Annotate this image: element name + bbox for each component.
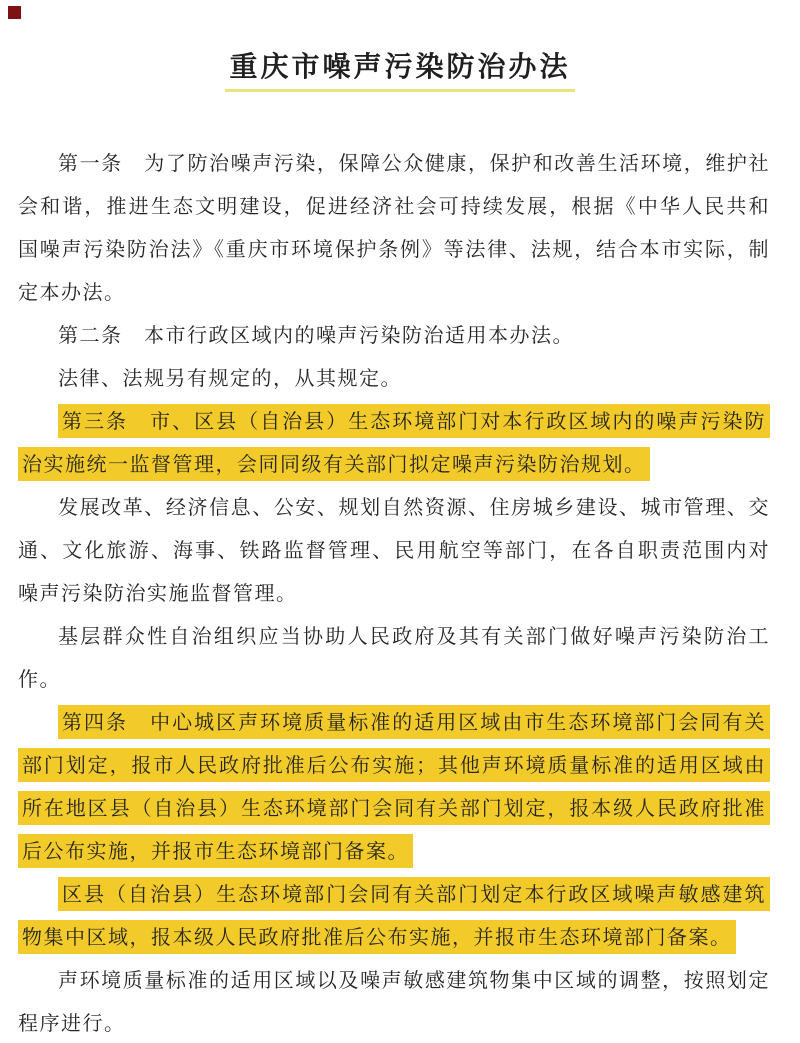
paragraph-article-2-text: 第二条 本市行政区域内的噪声污染防治适用本办法。 — [58, 323, 574, 347]
paragraph-article-2-supplement — [18, 357, 770, 400]
paragraph-departments — [18, 486, 770, 615]
document-body — [18, 142, 770, 1043]
paragraph-article-2-supplement-text: 法律、法规另有规定的，从其规定。 — [58, 366, 402, 390]
paragraph-article-1 — [18, 142, 770, 314]
paragraph-district-county-highlighted — [18, 873, 770, 959]
paragraph-article-3-highlighted — [18, 400, 770, 486]
paragraph-article-3-highlight: 第三条 市、区县（自治县）生态环境部门对本行政区域内的噪声污染防治实施统一监督管理，会同同级有关部门拟定噪声污染防治规划。 — [18, 404, 770, 481]
paragraph-grassroots-text: 基层群众性自治组织应当协助人民政府及其有关部门做好噪声污染防治工作。 — [18, 624, 770, 691]
paragraph-adjustment — [18, 959, 770, 1043]
red-square-marker — [8, 6, 21, 19]
paragraph-article-4-highlight: 第四条 中心城区声环境质量标准的适用区域由市生态环境部门会同有关部门划定，报市人民政府批准后公布实施；其他声环境质量标准的适用区域由所在地区县（自治县）生态环境部门会同有关部门划定，报本级人民政府批准后公布实施，并报市生态环境部门备案。 — [18, 705, 770, 868]
paragraph-article-2 — [18, 314, 770, 357]
paragraph-article-4-highlighted — [18, 701, 770, 873]
paragraph-grassroots — [18, 615, 770, 701]
paragraph-district-county-highlight: 区县（自治县）生态环境部门会同有关部门划定本行政区域噪声敏感建筑物集中区域，报本级人民政府批准后公布实施，并报市生态环境部门备案。 — [18, 877, 770, 954]
paragraph-adjustment-text: 声环境质量标准的适用区域以及噪声敏感建筑物集中区域的调整，按照划定程序进行。 — [18, 968, 770, 1035]
paragraph-departments-text: 发展改革、经济信息、公安、规划自然资源、住房城乡建设、城市管理、交通、文化旅游、海事、铁路监督管理、民用航空等部门，在各自职责范围内对噪声污染防治实施监督管理。 — [18, 495, 770, 605]
document-title — [0, 0, 800, 92]
paragraph-article-1-text: 第一条 为了防治噪声污染，保障公众健康，保护和改善生活环境，维护社会和谐，推进生态文明建设，促进经济社会可持续发展，根据《中华人民共和国噪声污染防治法》《重庆市环境保护条例》等法律、法规，结合本市实际，制定本办法。 — [18, 151, 770, 304]
document-title-text: 重庆市噪声污染防治办法 — [225, 45, 574, 92]
